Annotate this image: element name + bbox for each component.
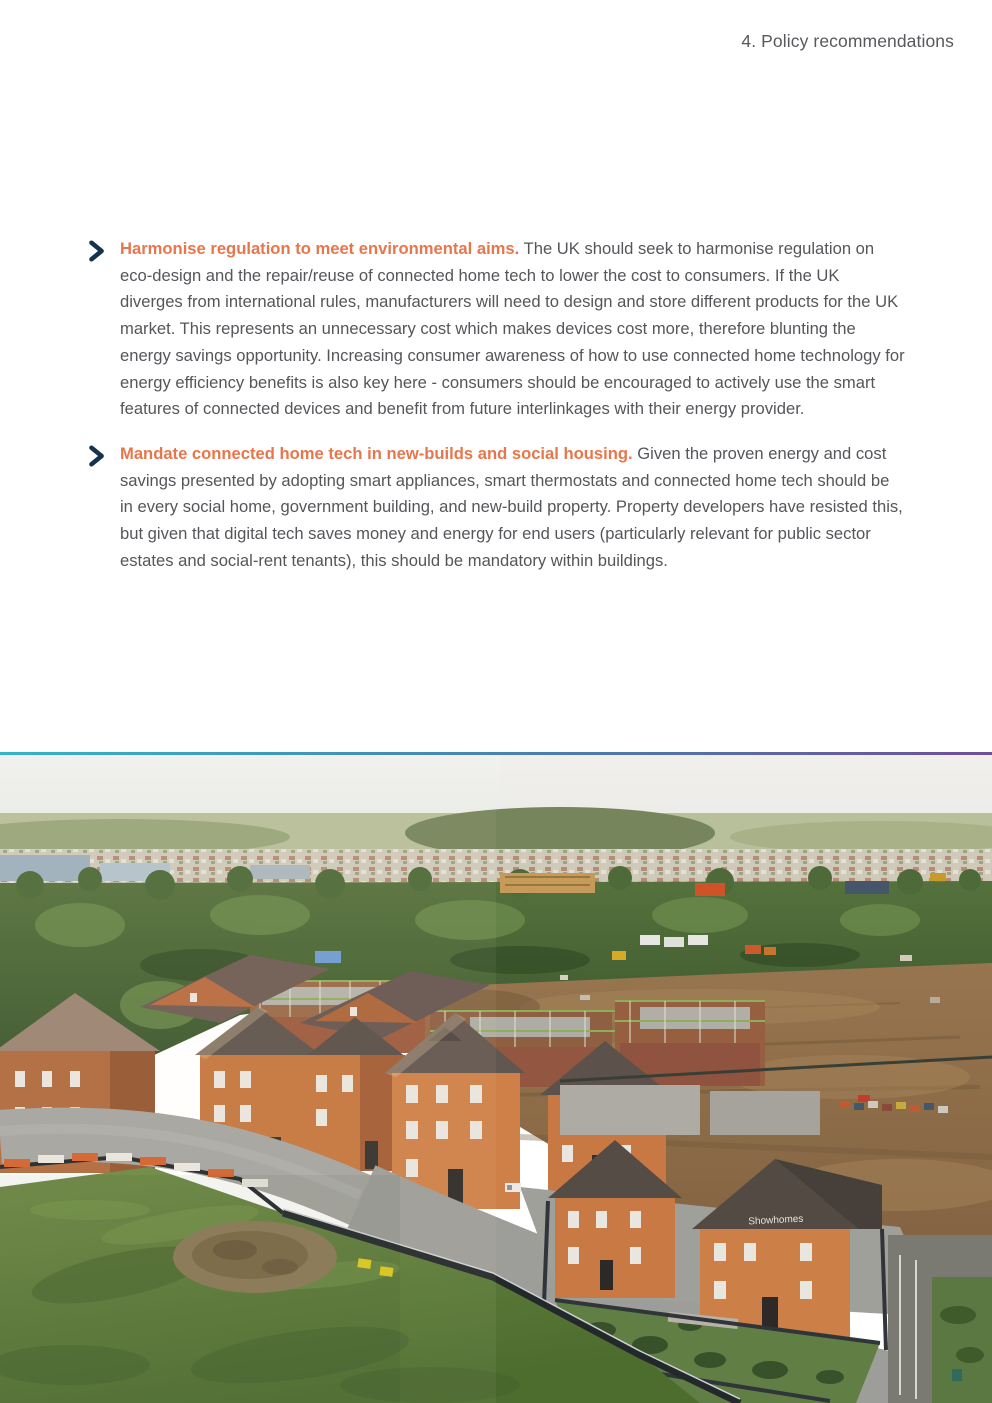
photo-section	[0, 752, 992, 1403]
bullet-body: The UK should seek to harmonise regulation on eco-design and the repair/reuse of connected home tech to lower the cost to consumers. If the UK diverges from international rules, manufacturers will need to design and store different products for the UK market. This represents an unnecessary cost which makes devices cost more, therefore blunting the energy savings opportunity. Increasing consumer awareness of how to use connected home technology for energy efficiency benefits is also key here - consumers should be encouraged to actively use the smart features of connected devices and benefit from future interlinkages with their energy provider.	[120, 239, 905, 419]
chevron-right-icon	[87, 240, 107, 262]
chevron-right-icon	[87, 445, 107, 467]
construction-site-photo	[0, 755, 992, 1403]
policy-bullet-list	[120, 236, 906, 592]
showhomes-label: Showhomes	[748, 1213, 804, 1228]
bullet-lead: Harmonise regulation to meet environmental aims.	[120, 239, 520, 258]
bullet-item-mandate-connected-home-tech	[120, 441, 906, 575]
bullet-item-harmonise-regulation	[120, 236, 906, 423]
shadow-overlay	[0, 1175, 400, 1403]
bullet-body: Given the proven energy and cost savings presented by adopting smart appliances, smart thermostats and connected home tech should be in every social home, government building, and new-build property. Property developers have resisted this, but given that digital tech saves money and energy for end users (particularly relevant for public sector estates and social-rent tenants), this should be mandatory within buildings.	[120, 443, 903, 570]
page-header: 4. Policy recommendations	[741, 31, 954, 51]
bullet-lead: Mandate connected home tech in new-builds and social housing.	[120, 443, 633, 463]
